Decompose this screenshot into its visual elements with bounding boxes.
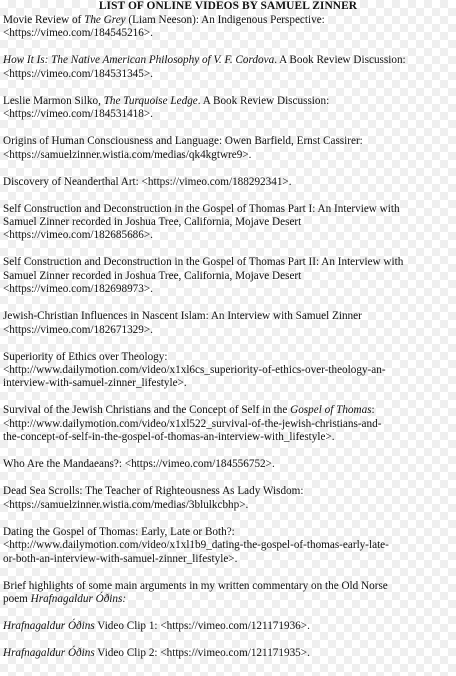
- entry-line: [3, 270, 453, 283]
- entry-line: [3, 526, 453, 539]
- entry-line: [3, 593, 453, 606]
- video-entry: [3, 620, 453, 633]
- entry-text: Brief highlights of some main arguments in my written commentary on the Old Norse: [3, 579, 388, 592]
- entry-line: [3, 108, 453, 121]
- video-entry: [3, 95, 453, 122]
- entry-line: [3, 176, 453, 189]
- entry-text: :: [371, 404, 375, 417]
- video-entry: [3, 176, 453, 189]
- entry-line: [3, 283, 453, 296]
- italic-title-text: Hrafnagaldur Óðins: [3, 619, 95, 632]
- entry-line: [3, 27, 453, 40]
- entry-line: [3, 14, 453, 27]
- video-entry: [3, 203, 453, 243]
- entry-text[interactable]: Discovery of Neanderthal Art: <https://vimeo.com/188292341>.: [3, 175, 292, 188]
- entry-line: [3, 324, 453, 337]
- entry-line: [3, 647, 453, 660]
- entry-text[interactable]: Video Clip 1: <https://vimeo.com/121171936>.: [94, 619, 310, 632]
- video-entry: [3, 14, 453, 41]
- video-entry: [3, 580, 453, 607]
- entry-line: [3, 135, 453, 148]
- entry-text: . A Book Review Discussion:: [274, 54, 406, 67]
- entry-line: [3, 68, 453, 81]
- video-entry: [3, 647, 453, 660]
- italic-title-text: Hrafnagaldur Óðins:: [30, 592, 127, 605]
- entry-line: [3, 310, 453, 323]
- entry-text: Samuel Zinner recorded in Joshua Tree, California, Mojave Desert: [3, 269, 302, 282]
- entry-text: Superiority of Ethics over Theology:: [3, 350, 168, 363]
- italic-title-text: The Turquoise Ledge: [103, 94, 198, 107]
- video-entry: [3, 351, 453, 391]
- entry-line: [3, 620, 453, 633]
- entry-line: [3, 54, 453, 67]
- video-entry: [3, 135, 453, 162]
- entry-text[interactable]: <https://vimeo.com/184531345>.: [3, 67, 153, 80]
- entry-line: [3, 229, 453, 242]
- entry-text: Dating the Gospel of Thomas: Early, Late or Both?:: [3, 525, 235, 538]
- entry-line: [3, 216, 453, 229]
- video-entry: [3, 458, 453, 471]
- italic-title-text: The Grey: [84, 14, 126, 26]
- entry-text[interactable]: <https://vimeo.com/182685686>.: [3, 229, 153, 242]
- entry-line: [3, 149, 453, 162]
- video-entry: [3, 256, 453, 296]
- video-entry: [3, 526, 453, 566]
- entry-text[interactable]: <http://www.dailymotion.com/video/x1xl1b9_dating-the-gospel-of-thomas-early-late-: [3, 539, 389, 552]
- video-entry: [3, 54, 453, 81]
- entry-text: Samuel Zinner recorded in Joshua Tree, California, Mojave Desert: [3, 216, 302, 229]
- entry-line: [3, 485, 453, 498]
- entry-line: [3, 203, 453, 216]
- italic-title-text: How It Is: The Native American Philosophy of V. F. Cordova: [3, 54, 275, 67]
- video-entry: [3, 485, 453, 512]
- video-entry: [3, 404, 453, 444]
- entry-text: Origins of Human Consciousness and Language: Owen Barfield, Ernst Cassirer:: [3, 135, 363, 148]
- video-list: [3, 14, 453, 660]
- entry-text[interactable]: <https://samuelzinner.wistia.com/medias/3blulkcbhp>.: [3, 498, 249, 511]
- entry-text[interactable]: <https://vimeo.com/184545216>.: [3, 27, 153, 40]
- entry-text: Self Construction and Deconstruction in the Gospel of Thomas Part II: An Interview with: [3, 256, 404, 269]
- entry-text[interactable]: <https://vimeo.com/182671329>.: [3, 323, 153, 336]
- italic-title-text: Hrafnagaldur Óðins: [3, 646, 95, 659]
- entry-line: [3, 553, 453, 566]
- entry-text[interactable]: <http://www.dailymotion.com/video/x1xl6cs_superiority-of-ethics-over-theology-an-: [3, 364, 386, 377]
- entry-line: [3, 418, 453, 431]
- entry-text[interactable]: the-concept-of-self-in-the-gospel-of-thomas-an-interview-with_lifestyle>.: [3, 431, 335, 444]
- entry-line: [3, 499, 453, 512]
- entry-text: Dead Sea Scrolls: The Teacher of Righteousness As Lady Wisdom:: [3, 485, 304, 498]
- entry-text[interactable]: or-both-an-interview-with-samuel-zinner_lifestyle>.: [3, 552, 238, 565]
- entry-line: [3, 580, 453, 593]
- entry-text[interactable]: <https://vimeo.com/182698973>.: [3, 283, 153, 296]
- italic-title-text: Gospel of Thomas: [290, 404, 372, 417]
- entry-text: poem: [3, 592, 31, 605]
- entry-text[interactable]: <http://www.dailymotion.com/video/x1xl522_survival-of-the-jewish-christians-and-: [3, 417, 382, 430]
- entry-line: [3, 377, 453, 390]
- entry-line: [3, 539, 453, 552]
- entry-text: . A Book Review Discussion:: [197, 94, 330, 107]
- entry-text: Movie Review of: [3, 14, 85, 26]
- video-entry: [3, 310, 453, 337]
- entry-line: [3, 364, 453, 377]
- entry-line: [3, 458, 453, 471]
- entry-text[interactable]: Video Clip 2: <https://vimeo.com/121171935>.: [94, 646, 310, 659]
- entry-text[interactable]: interview-with-samuel-zinner_lifestyle>.: [3, 377, 187, 390]
- entry-text: Self Construction and Deconstruction in the Gospel of Thomas Part I: An Interview with: [3, 202, 400, 215]
- entry-line: [3, 431, 453, 444]
- entry-line: [3, 256, 453, 269]
- entry-text: Survival of the Jewish Christians and the Concept of Self in the: [3, 404, 291, 417]
- entry-text: Leslie Marmon Silko,: [3, 94, 104, 107]
- entry-text: (Liam Neeson): An Indigenous Perspective:: [125, 14, 325, 26]
- entry-text[interactable]: Who Are the Mandaeans?: <https://vimeo.com/184556752>.: [3, 458, 275, 471]
- document-title: LIST OF ONLINE VIDEOS BY SAMUEL ZINNER: [98, 0, 358, 12]
- entry-text[interactable]: <https://samuelzinner.wistia.com/medias/qk4kgtwre9>.: [3, 148, 252, 161]
- entry-line: [3, 404, 453, 417]
- entry-text[interactable]: <https://vimeo.com/184531418>.: [3, 108, 153, 121]
- entry-text: Jewish-Christian Influences in Nascent Islam: An Interview with Samuel Zinner: [3, 310, 362, 323]
- entry-line: [3, 95, 453, 108]
- entry-line: [3, 351, 453, 364]
